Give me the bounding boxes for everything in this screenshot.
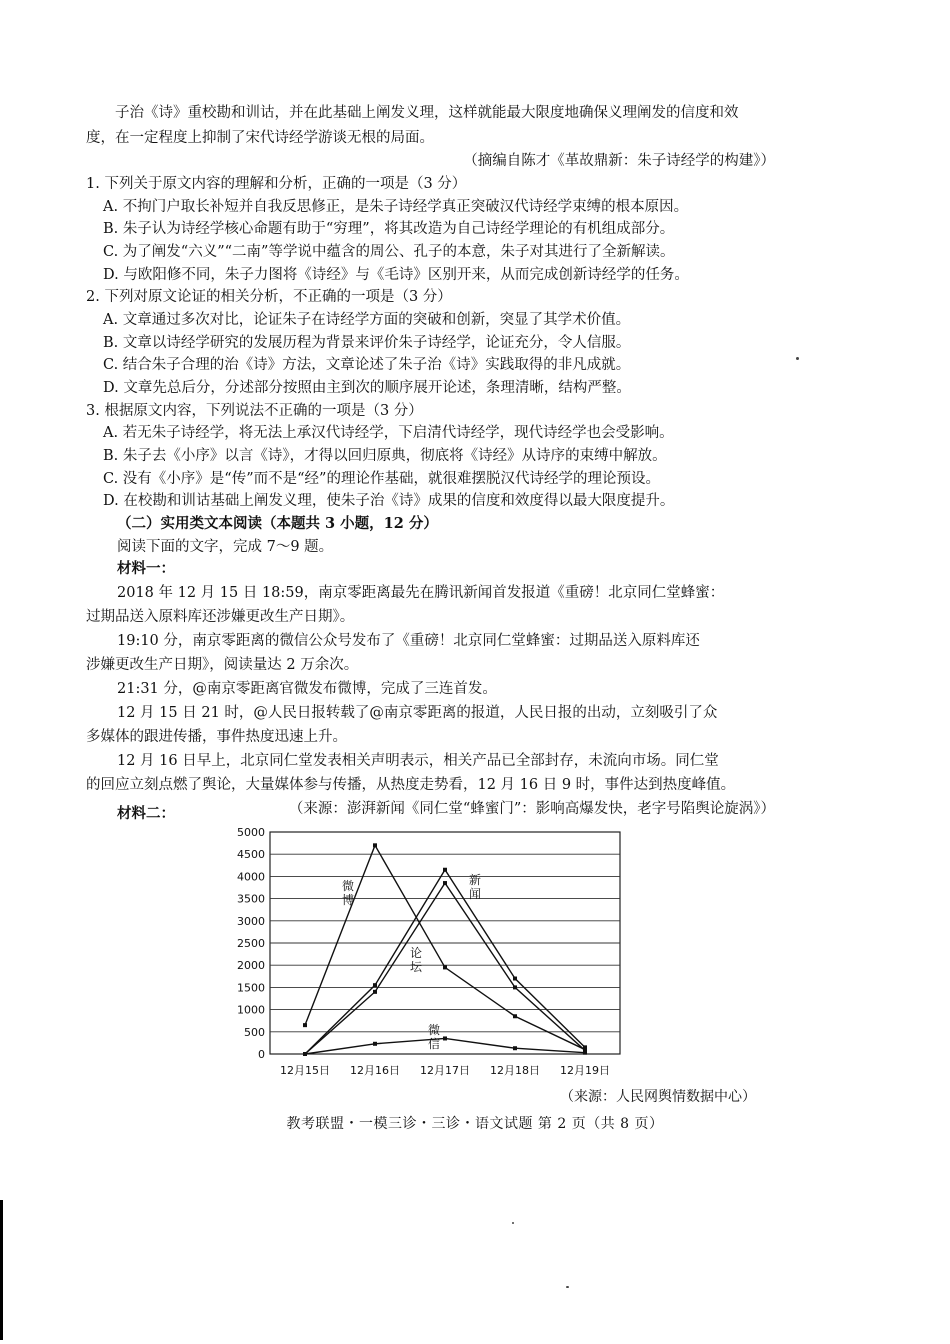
intro-citation: （摘编自陈才《革故鼎新：朱子诗经学的构建》） [463,153,775,169]
scan-speck [796,357,799,360]
y-tick-label: 2000 [237,959,265,973]
series-label: 论坛 [409,946,423,974]
data-point [303,1052,307,1056]
data-point [513,1046,517,1050]
y-tick-label: 1000 [237,1003,265,1017]
data-point [443,868,447,872]
intro-line-1: 子治《诗》重校勘和训诂，并在此基础上阐发义理，这样就能最大限度地确保义理阐发的信度和效 [115,105,739,121]
material-1-p5-line1: 12 月 16 日早上，北京同仁堂发表相关声明表示，相关产品已全部封存，未流向市场。同仁堂 [117,753,719,769]
material-1-p2-line2: 涉嫌更改生产日期》，阅读量达 2 万余次。 [86,657,359,673]
data-point [583,1051,587,1055]
scan-edge-mark [0,1200,3,1340]
question-1-stem: 1. 下列关于原文内容的理解和分析，正确的一项是（3 分） [86,176,467,192]
data-point [373,843,377,847]
y-tick-label: 1500 [237,981,265,995]
scan-speck [512,1222,514,1224]
material-1-source: （来源：澎湃新闻《同仁堂“蜂蜜门”：影响高爆发快，老字号陷舆论旋涡》） [288,801,775,817]
series-label: 微信 [427,1023,441,1051]
question-1-option-b: B. 朱子认为诗经学核心命题有助于“穷理”，将其改造为自己诗经学理论的有机组成部分。 [103,221,675,237]
question-2-option-c: C. 结合朱子合理的治《诗》方法，文章论述了朱子治《诗》实践取得的非凡成就。 [103,357,631,373]
page-footer: 教考联盟・一模三诊・三诊・语文试题 第 2 页（共 8 页） [286,1116,664,1132]
y-tick-label: 3500 [237,892,265,906]
y-tick-label: 4500 [237,848,265,862]
question-3-option-a: A. 若无朱子诗经学，将无法上承汉代诗经学，下启清代诗经学，现代诗经学也会受影响。 [103,425,674,441]
question-3-option-b: B. 朱子去《小序》以言《诗》，才得以回归原典，彻底将《诗经》从诗序的束缚中解放。 [103,448,667,464]
material-1-p5-line2: 的回应立刻点燃了舆论，大量媒体参与传播，从热度走势看，12 月 16 日 9 时，事件达到热度峰值。 [86,777,736,793]
y-tick-label: 0 [258,1048,265,1061]
y-tick-label: 500 [244,1025,265,1039]
question-3-stem: 3. 根据原文内容，下列说法不正确的一项是（3 分） [86,403,423,419]
data-point [443,965,447,969]
question-2-option-b: B. 文章以诗经学研究的发展历程为背景来评价朱子诗经学，论证充分，令人信服。 [103,335,631,351]
data-point [443,1036,447,1040]
series-label: 新闻 [468,873,482,901]
data-point [373,990,377,994]
data-point [513,985,517,989]
series-label: 微博 [341,879,355,907]
question-1-option-d: D. 与欧阳修不同，朱子力图将《诗经》与《毛诗》区别开来，从而完成创新诗经学的任务。 [103,267,689,283]
question-3-option-d: D. 在校勘和训诂基础上阐发义理，使朱子治《诗》成果的信度和效度得以最大限度提升。 [103,493,675,509]
x-tick-label: 12月16日 [350,1064,400,1077]
scan-speck [566,1286,569,1288]
question-2-option-a: A. 文章通过多次对比，论证朱子在诗经学方面的突破和创新，突显了其学术价值。 [103,312,631,328]
question-2-option-d: D. 文章先总后分，分述部分按照由主到次的顺序展开论述，条理清晰，结构严整。 [103,380,631,396]
x-tick-label: 12月17日 [420,1064,470,1077]
y-tick-label: 3000 [237,914,265,928]
data-point [303,1023,307,1027]
material-1-p4-line2: 多媒体的跟进传播，事件热度迅速上升。 [86,729,347,745]
data-point [373,1042,377,1046]
data-point [513,977,517,981]
x-tick-label: 12月15日 [280,1064,330,1077]
question-1-option-a: A. 不拘门户取长补短并自我反思修正，是朱子诗经学真正突破汉代诗经学束缚的根本原因。 [103,199,689,215]
y-tick-label: 2500 [237,937,265,950]
material-1-p1-line2: 过期品送入原料库还涉嫌更改生产日期》。 [86,609,355,625]
question-2-stem: 2. 下列对原文论证的相关分析，不正确的一项是（3 分） [86,289,452,305]
x-tick-label: 12月19日 [560,1064,610,1077]
chart-source: （来源：人民网舆情数据中心） [560,1089,756,1105]
material-1-title: 材料一： [117,560,175,577]
material-1-p3-line1: 21:31 分，@南京零距离官微发布微博，完成了三连首发。 [117,681,497,697]
intro-line-2: 度，在一定程度上抑制了宋代诗经学游谈无根的局面。 [86,130,434,146]
question-3-option-c: C. 没有《小序》是“传”而不是“经”的理论作基础，就很难摆脱汉代诗经学的理论预设。 [103,471,660,487]
data-point [443,881,447,885]
section-2-instruction: 阅读下面的文字，完成 7～9 题。 [117,539,334,555]
material-1-p1-line1: 2018 年 12 月 15 日 18:59，南京零距离最先在腾讯新闻首发报道《重磅！北京同仁堂蜂蜜： [117,585,725,601]
y-tick-label: 4000 [237,870,265,884]
data-point [373,983,377,987]
material-1-p2-line1: 19:10 分，南京零距离的微信公众号发布了《重磅！北京同仁堂蜂蜜：过期品送入原料库还 [117,633,700,649]
material-2-title: 材料二： [117,805,175,822]
section-2-heading: （二）实用类文本阅读（本题共 3 小题，12 分） [117,515,438,532]
series-line [305,1038,585,1054]
material-1-p4-line1: 12 月 15 日 21 时，@人民日报转载了@南京零距离的报道，人民日报的出动，立刻吸引了众 [117,705,718,721]
y-tick-label: 5000 [237,826,265,839]
data-point [513,1014,517,1018]
question-1-option-c: C. 为了阐发“六义”“二南”等学说中蕴含的周公、孔子的本意，朱子对其进行了全新解读。 [103,244,675,260]
x-tick-label: 12月18日 [490,1064,540,1077]
line-chart [228,822,628,1087]
